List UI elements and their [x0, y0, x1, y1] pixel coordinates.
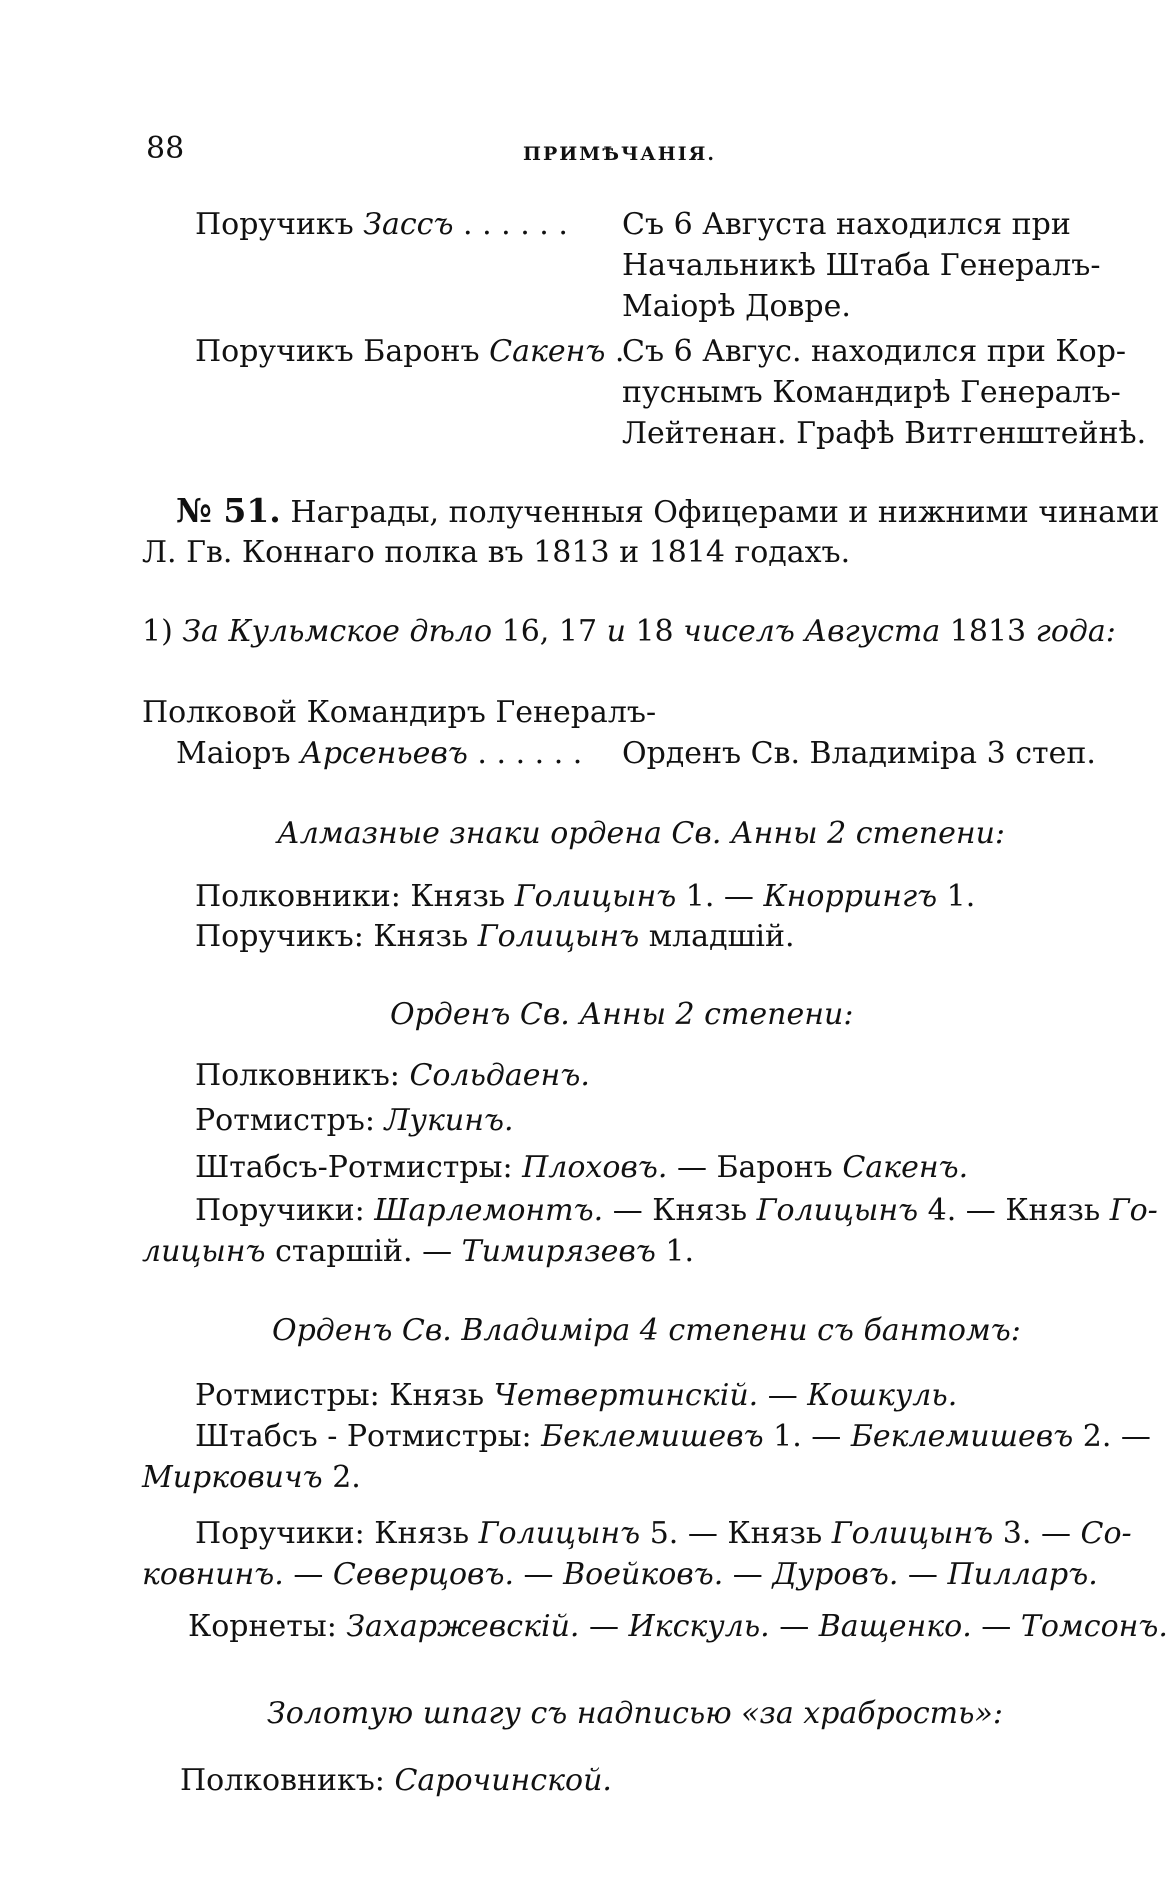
- officer-name: Кноррингъ: [763, 879, 938, 914]
- officer-name: Дуровъ.: [772, 1557, 899, 1592]
- anna-diamond-line-1: [195, 878, 975, 916]
- text: Полковникъ:: [180, 1763, 395, 1798]
- officer-name: Беклемишевъ: [850, 1419, 1074, 1454]
- golden-sword-line-1: [180, 1762, 612, 1800]
- leader-dots: . . . . . .: [453, 207, 568, 242]
- text: Полковникъ:: [195, 1058, 410, 1093]
- officer-name: Тимирязевъ: [461, 1234, 656, 1269]
- officer-name: Сакенъ: [489, 334, 606, 369]
- officer-name: Захаржевскій.: [346, 1609, 580, 1644]
- officer-name: Со-: [1080, 1516, 1132, 1551]
- officer-name: Зассъ: [363, 207, 454, 242]
- heading-anna-diamond: Алмазные знаки ордена Св. Анны 2 степени:: [277, 816, 1006, 851]
- text: —: [758, 1378, 808, 1413]
- top-row-2-name: [195, 333, 624, 371]
- text: 1.: [937, 879, 976, 914]
- text: 1. —: [676, 879, 764, 914]
- text: Штабсъ - Ротмистры:: [195, 1419, 542, 1454]
- text: 1813: [940, 614, 1036, 649]
- officer-name: Голицынъ: [478, 1516, 641, 1551]
- top-row-2-desc-2: пуснымъ Командирѣ Генералъ-: [622, 375, 1121, 410]
- officer-name: лицынъ: [142, 1234, 266, 1269]
- text: Поручикъ: [195, 207, 364, 242]
- officer-name: Лукинъ.: [384, 1103, 514, 1138]
- text: 5. — Князь: [640, 1516, 832, 1551]
- text: —: [769, 1609, 819, 1644]
- commander-line-2: [176, 735, 582, 773]
- officer-name: Сарочинской.: [394, 1763, 612, 1798]
- anna-2-line-1: [195, 1057, 590, 1095]
- text: —: [283, 1557, 333, 1592]
- text: 18: [625, 614, 684, 649]
- text: — Баронъ: [667, 1150, 843, 1185]
- text: За Кульмское дѣло: [182, 614, 493, 649]
- running-title: ПРИМѢЧАНІЯ.: [523, 143, 716, 165]
- heading-golden-sword: Золотую шпагу съ надписью «за храбрость»:: [267, 1696, 1003, 1731]
- anna-2-line-2: [195, 1102, 513, 1140]
- vladimir-4-line-5: [142, 1556, 1098, 1594]
- vladimir-4-line-2: [195, 1418, 1151, 1456]
- text: 1.: [655, 1234, 695, 1269]
- text: Полковники: Князь: [195, 879, 515, 914]
- anna-2-line-3: [195, 1149, 968, 1187]
- text: года:: [1035, 614, 1116, 649]
- heading-vladimir-4: Орденъ Св. Владиміра 4 степени съ бантомъ:: [272, 1313, 1021, 1348]
- officer-name: Четвертинскій.: [493, 1378, 759, 1413]
- page-number: 88: [146, 131, 185, 166]
- top-row-2-desc-1: Съ 6 Авгус. находился при Кор-: [622, 334, 1127, 369]
- text: 2. —: [1073, 1419, 1151, 1454]
- vladimir-4-line-1: [195, 1377, 957, 1415]
- commander-award: Орденъ Св. Владиміра 3 степ.: [622, 736, 1096, 771]
- officer-name: Икскуль.: [628, 1609, 770, 1644]
- vladimir-4-line-6: [188, 1608, 1168, 1646]
- officer-name: Плоховъ.: [522, 1150, 668, 1185]
- text: 1): [142, 614, 183, 649]
- officer-name: Сакенъ.: [842, 1150, 969, 1185]
- text: Поручики:: [195, 1193, 375, 1228]
- text: 4. — Князь: [918, 1193, 1110, 1228]
- officer-name: Голицынъ: [477, 919, 640, 954]
- text: младшій.: [639, 919, 795, 954]
- officer-name: Голицынъ: [831, 1516, 994, 1551]
- officer-name: Ващенко.: [818, 1609, 972, 1644]
- commander-line-1: Полковой Командиръ Генералъ-: [142, 695, 657, 730]
- text: Корнеты:: [188, 1609, 347, 1644]
- text: Награды, полученныя Офицерами и нижними чинами: [280, 495, 1160, 530]
- section-number: № 51.: [176, 491, 281, 530]
- text: —: [514, 1557, 564, 1592]
- officer-name: Го-: [1109, 1193, 1158, 1228]
- text: и: [606, 614, 626, 649]
- officer-name: Томсонъ.: [1020, 1609, 1168, 1644]
- text: Маіоръ: [176, 736, 301, 771]
- top-row-1-desc-1: Съ 6 Августа находился при: [622, 207, 1071, 242]
- officer-name: Северцовъ.: [332, 1557, 515, 1592]
- heading-anna-2: Орденъ Св. Анны 2 степени:: [390, 997, 854, 1032]
- officer-name: Арсеньевъ: [300, 736, 468, 771]
- text: Штабсъ-Ротмистры:: [195, 1150, 523, 1185]
- officer-name: Пилларъ.: [947, 1557, 1098, 1592]
- vladimir-4-line-3: [142, 1459, 361, 1497]
- top-row-1-name: [195, 206, 568, 244]
- text: 3. —: [993, 1516, 1081, 1551]
- anna-diamond-line-2: [195, 918, 795, 956]
- text: —: [723, 1557, 773, 1592]
- officer-name: Голицынъ: [514, 879, 677, 914]
- officer-name: Мирковичъ: [142, 1460, 323, 1495]
- officer-name: ковнинъ.: [142, 1557, 284, 1592]
- top-row-1-desc-3: Маіорѣ Довре.: [622, 289, 851, 324]
- officer-name: Кошкуль.: [807, 1378, 958, 1413]
- text: Ротмистръ:: [195, 1103, 385, 1138]
- text: Поручикъ: Князь: [195, 919, 478, 954]
- anna-2-line-5: [142, 1233, 694, 1271]
- officer-name: Шарлемонтъ.: [374, 1193, 604, 1228]
- officer-name: Воейковъ.: [563, 1557, 724, 1592]
- section-51-title: [176, 492, 1159, 532]
- text: Поручикъ Баронъ: [195, 334, 490, 369]
- text: чиселъ Августа: [683, 614, 941, 649]
- officer-name: Беклемишевъ: [541, 1419, 764, 1454]
- item-1-heading: [142, 613, 1116, 651]
- top-row-2-desc-3: Лейтенан. Графѣ Витгенштейнѣ.: [622, 416, 1147, 451]
- text: 1. —: [763, 1419, 851, 1454]
- leader-dots: . . . . . .: [467, 736, 583, 771]
- vladimir-4-line-4: [195, 1515, 1132, 1553]
- officer-name: Голицынъ: [756, 1193, 919, 1228]
- text: —: [898, 1557, 948, 1592]
- text: старшій. —: [265, 1234, 462, 1269]
- text: —: [971, 1609, 1021, 1644]
- text: Поручики: Князь: [195, 1516, 479, 1551]
- section-51-title-line2: Л. Гв. Коннаго полка въ 1813 и 1814 годахъ.: [142, 535, 851, 570]
- officer-name: Сольдаенъ.: [409, 1058, 590, 1093]
- text: — Князь: [603, 1193, 757, 1228]
- text: 2.: [322, 1460, 361, 1495]
- top-row-1-desc-2: Начальникѣ Штаба Генералъ-: [622, 248, 1101, 283]
- anna-2-line-4: [195, 1192, 1158, 1230]
- text: —: [579, 1609, 629, 1644]
- text: 16, 17: [492, 614, 607, 649]
- text: Ротмистры: Князь: [195, 1378, 494, 1413]
- leader-dots: .: [605, 334, 625, 369]
